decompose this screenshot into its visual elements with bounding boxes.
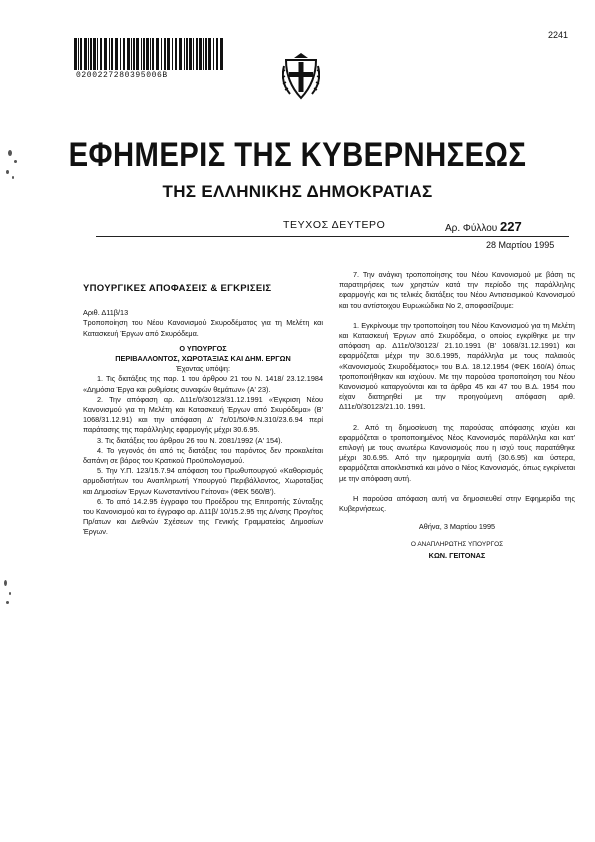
page-number: 2241 xyxy=(548,30,569,40)
sheet-info xyxy=(445,219,522,234)
barcode-bar xyxy=(78,38,79,70)
barcode-bar xyxy=(208,38,211,70)
list-item: 4. Το γεγονός ότι από τις διατάξεις του παρόντος δεν προκαλείται δαπάνη σε βάρος του Κρατικού Προϋπολογισμού. xyxy=(83,445,323,466)
gazette-title: ΕΦΗΜΕΡΙΣ ΤΗΣ ΚΥΒΕΡΝΗΣΕΩΣ xyxy=(68,136,527,174)
barcode-number: 0200227280395006B xyxy=(76,71,168,80)
authority-line-1: Ο ΥΠΟΥΡΓΟΣ xyxy=(179,343,227,353)
signer-title: Ο ΑΝΑΠΛΗΡΩΤΗΣ ΥΠΟΥΡΓΟΣ xyxy=(410,541,504,549)
barcode-bar xyxy=(100,38,102,70)
barcode-bar xyxy=(104,38,107,70)
barcode-bar xyxy=(136,38,139,70)
barcode-bar xyxy=(184,38,185,70)
decision-paragraph-1: 1. Εγκρίνουμε την τροποποίηση του Νέου Κανονισμού για τη Μελέτη και Κατασκευή Έργων από Σκυρόδεμα, ο οποίος εγκρίθηκε με την απόφαση αρ. Δ11ε/0/30123/ 21.10.1991 (Β' 1068/31.12.1991) και εφαρμόζεται μέχρι την 30.6.1995, παράλληλα με τους παλαιούς «Κανονισμούς Σκυροδέματος» του Β.Δ. 18.12.1954 (ΦΕΚ 160/Α) όπως τροποποιήθηκαν και ισχύουν. Με την παρούσα τροποποίηση του Νέου Κανονισμού καταργούνται και τα άρθρα 45 και 47 του Β.Δ. 1954 που είχαν διατηρηθεί με την προηγούμενη απόφαση αριθ. Δ11ε/0/30123/21.10. 1991. xyxy=(339,320,575,412)
list-item: 7. Την ανάγκη τροποποίησης του Νέου Κανονισμού με βάση τις παρατηρήσεις των χρηστών κατά την περίοδο της παράλληλης εφαρμογής και τις τελικές διατάξεις του Νέου Αντισεισμικού Κανονισμού και του αντίστοιχου Ευρωκώδικα Νο 2, αποφασίζουμε: xyxy=(339,270,575,310)
barcode-bar xyxy=(175,38,177,70)
barcode-bar xyxy=(84,38,87,70)
barcode-bar xyxy=(220,38,223,70)
signer-name: ΚΩΝ. ΓΕΙΤΟΝΑΣ xyxy=(428,550,486,560)
issue-label: ΤΕΥΧΟΣ ΔΕΥΤΕΡΟ xyxy=(283,219,386,231)
barcode-bar xyxy=(216,38,218,70)
barcode-bar xyxy=(90,38,92,70)
barcode-bar xyxy=(152,38,154,70)
barcode-bar xyxy=(133,38,135,70)
gazette-subtitle: ΤΗΣ ΕΛΛΗΝΙΚΗΣ ΔΗΜΟΚΡΑΤΙΑΣ xyxy=(162,182,433,201)
barcode-bar xyxy=(146,38,149,70)
barcode-bar xyxy=(205,38,207,70)
section-heading: ΥΠΟΥΡΓΙΚΕΣ ΑΠΟΦΑΣΕΙΣ & ΕΓΚΡΙΣΕΙΣ xyxy=(83,283,272,294)
sheet-label: Αρ. Φύλλου xyxy=(445,223,498,234)
barcode-bar xyxy=(115,38,118,70)
barcode-bar xyxy=(93,38,96,70)
barcode-bar xyxy=(164,38,166,70)
barcode-bar xyxy=(150,38,151,70)
coat-of-arms-icon xyxy=(282,52,320,102)
barcode-bar xyxy=(161,38,162,70)
barcode-bar xyxy=(196,38,198,70)
barcode xyxy=(74,38,224,70)
barcode-bar xyxy=(141,38,142,70)
barcode-bar xyxy=(203,38,204,70)
barcode-bar xyxy=(123,38,125,70)
barcode-bar xyxy=(143,38,145,70)
barcode-bar xyxy=(156,38,159,70)
barcode-bar xyxy=(120,38,121,70)
barcode-bar xyxy=(213,38,214,70)
header-rule xyxy=(96,236,569,237)
list-item: 6. Το από 14.2.95 έγγραφο του Προέδρου της Επιτροπής Σύνταξης του Κανονισμού και το έγγραφο αρ. Δ11β/ 10/15.2.95 της Δ/νσης Προγ/τος Πρ/ατων και Διεθνών Σχέσεων της Γενικής Γραμματείας Δημοσίων Έργων. xyxy=(83,496,323,537)
left-column xyxy=(83,284,323,538)
list-item: 3. Τις διατάξεις του άρθρου 26 του Ν. 2081/1992 (Α' 154). xyxy=(97,435,283,445)
authority-line-2: ΠΕΡΙΒΑΛΛΟΝΤΟΣ, ΧΩΡΟΤΑΞΙΑΣ ΚΑΙ ΔΗΜ. ΕΡΓΩΝ xyxy=(115,354,291,364)
list-item: 1. Τις διατάξεις της παρ. 1 του άρθρου 21 του Ν. 1418/ 23.12.1984 «Δημόσια Έργα και ρυθμίσεις συναφών θεμάτων» (Α' 23). xyxy=(83,374,323,394)
barcode-bar xyxy=(127,38,130,70)
decision-subject: Τροποποίηση του Νέου Κανονισμού Σκυροδέματος για τη Μελέτη και Κατασκευή Έργων από Σκυρόδεμα. xyxy=(83,318,323,338)
barcode-bar xyxy=(111,38,113,70)
publication-order: Η παρούσα απόφαση αυτή να δημοσιευθεί στην Εφημερίδα της Κυβερνήσεως. xyxy=(339,493,575,514)
barcode-bar xyxy=(109,38,110,70)
barcode-bar xyxy=(131,38,132,70)
place-date: Αθήνα, 3 Μαρτίου 1995 xyxy=(418,522,496,532)
sheet-number: 227 xyxy=(500,219,522,234)
barcode-bar xyxy=(80,38,82,70)
issue-date: 28 Μαρτίου 1995 xyxy=(486,240,555,250)
barcode-bar xyxy=(186,38,188,70)
barcode-bar xyxy=(88,38,89,70)
barcode-bar xyxy=(179,38,182,70)
decision-paragraph-2: 2. Από τη δημοσίευση της παρούσας απόφασης ισχύει και εφαρμόζεται ο τροποποιημένος Νέος Κανονισμός παράλληλα και κατ' επιλογή με τους ανωτέρω Κανονισμούς που η ισχύ τους παρατάθηκε μέχρι 30.6.95. Από την ημερομηνία αυτή (30.6.95) και ύστερα, εφαρμόζεται αποκλειστικά και μόνο ο Νέος Κανονισμός, όπως εγκρίνεται με την απόφαση αυτή. xyxy=(339,422,575,483)
having-regard: Έχοντας υπόψη: xyxy=(176,364,230,374)
barcode-bar xyxy=(167,38,170,70)
barcode-bar xyxy=(97,38,98,70)
barcode-bar xyxy=(189,38,192,70)
barcode-bar xyxy=(172,38,173,70)
barcode-bar xyxy=(74,38,77,70)
list-item: 5. Την Υ.Π. 123/15.7.94 απόφαση του Πρωθυπουργού «Καθορισμός αρμοδιοτήτων του Αναπληρωτή Υπουργού Περιβάλλοντος, Χωροταξίας και Δημοσίων Έργων Κωνσταντίνου Γείτονα» (ΦΕΚ 560/Β'). xyxy=(83,466,323,496)
right-column xyxy=(339,270,575,561)
list-item: 2. Την απόφαση αρ. Δ11ε/0/30123/31.12.1991 «Έγκριση Νέου Κανονισμού για τη Μελέτη και Κατασκευή Έργων από Σκυρόδεμα» (Β' 1068/31.12.91) και την απόφαση Δ' 7ε/01/50/Φ.Ν.310/23.6.94 περί παράτασης της παράλληλης εφαρμογής μέχρι 30.6.95. xyxy=(83,394,323,435)
barcode-bar xyxy=(199,38,202,70)
barcode-bar xyxy=(193,38,194,70)
decision-ref: Αριθ. Δ11β/13 xyxy=(83,308,129,318)
